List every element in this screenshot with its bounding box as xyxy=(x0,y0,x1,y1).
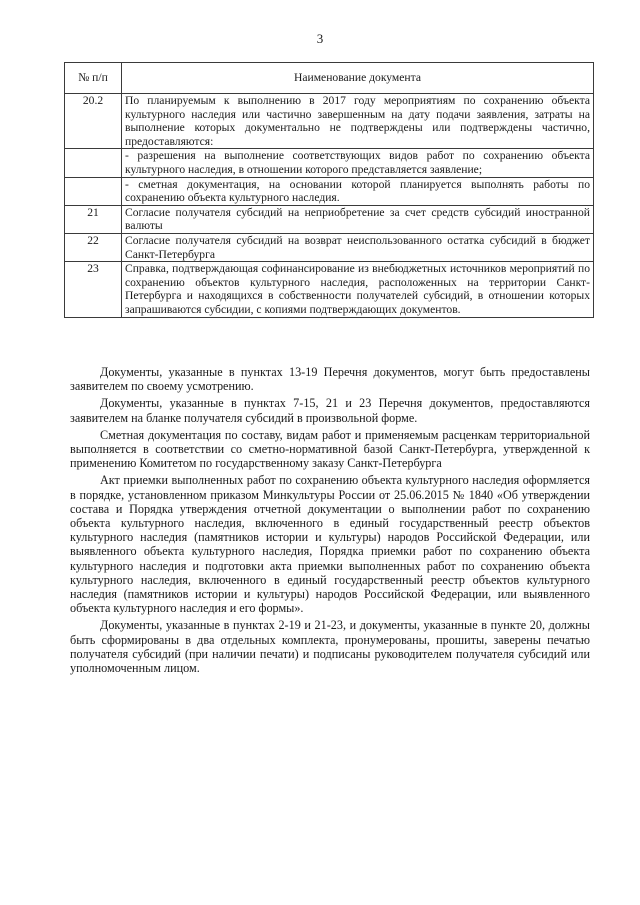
table-row xyxy=(65,205,594,233)
table-row xyxy=(65,94,594,149)
row-num: 21 xyxy=(65,205,122,233)
table-row xyxy=(65,177,594,205)
row-num xyxy=(65,177,122,205)
table-header-row xyxy=(65,63,594,94)
page-number: 3 xyxy=(316,31,324,46)
row-text: - разрешения на выполнение соответствующих видов работ по сохранению объекта культурного наследия, в отношении которого представляется заявление; xyxy=(122,149,594,177)
row-text: По планируемым к выполнению в 2017 году мероприятиям по сохранению объекта культурного наследия или частично завершенным на дату подачи заявления, затраты на выполнение которых документально не подтверждены или подтверждены частично, предоставляются: xyxy=(122,94,594,149)
row-text: Согласие получателя субсидий на неприобретение за счет средств субсидий иностранной валюты xyxy=(122,205,594,233)
header-name: Наименование документа xyxy=(122,63,594,94)
row-text: Справка, подтверждающая софинансирование из внебюджетных источников мероприятий по сохранению объектов культурного наследия, расположенных на территории Санкт-Петербурга и находящихся в собственности получателей субсидий, в отношении которых запрашиваются субсидии, с копиями подтверждающих документов. xyxy=(122,262,594,317)
documents-table xyxy=(64,62,594,318)
body-text xyxy=(70,365,590,678)
row-num: 22 xyxy=(65,233,122,261)
table-row xyxy=(65,233,594,261)
header-num: № п/п xyxy=(65,63,122,94)
row-num: 20.2 xyxy=(65,94,122,149)
row-num: 23 xyxy=(65,262,122,317)
paragraph: Акт приемки выполненных работ по сохранению объекта культурного наследия оформляется в порядке, установленном приказом Минкультуры России от 25.06.2015 № 1840 «Об утверждении состава и Порядка утверждения отчетной документации о выполнении работ по сохранению объекта культурного наследия, включенного в единый государственный реестр объектов культурного наследия (памятников истории и культуры) народов Российской Федерации, или выявленного объекта культурного наследия, Порядка приемки работ по сохранению объекта культурного наследия и подготовки акта приемки выполненных работ по сохранению объекта культурного наследия, включенного в единый государственный реестр объектов культурного наследия (памятников истории и культуры) народов Российской Федерации, или выявленного объекта культурного наследия и его формы». xyxy=(70,473,590,616)
row-text: - сметная документация, на основании которой планируется выполнять работы по сохранению объекта культурного наследия. xyxy=(122,177,594,205)
paragraph: Сметная документация по составу, видам работ и применяемым расценкам территориальной выполняется в соответствии со сметно-нормативной базой Санкт-Петербурга, утвержденной к применению Комитетом по государственному заказу Санкт-Петербурга xyxy=(70,427,590,471)
paragraph: Документы, указанные в пунктах 2-19 и 21-23, и документы, указанные в пункте 20, должны быть сформированы в два отдельных комплекта, пронумерованы, прошиты, заверены печатью получателя субсидий (при наличии печати) и подписаны руководителем получателя субсидий или уполномоченным лицом. xyxy=(70,618,590,676)
paragraph: Документы, указанные в пунктах 13-19 Перечня документов, могут быть предоставлены заявителем по своему усмотрению. xyxy=(70,365,590,394)
row-text: Согласие получателя субсидий на возврат неиспользованного остатка субсидий в бюджет Санкт-Петербурга xyxy=(122,233,594,261)
table-row xyxy=(65,262,594,317)
row-num xyxy=(65,149,122,177)
paragraph: Документы, указанные в пунктах 7-15, 21 и 23 Перечня документов, предоставляются заявителем на бланке получателя субсидий в произвольной форме. xyxy=(70,396,590,425)
table-row xyxy=(65,149,594,177)
